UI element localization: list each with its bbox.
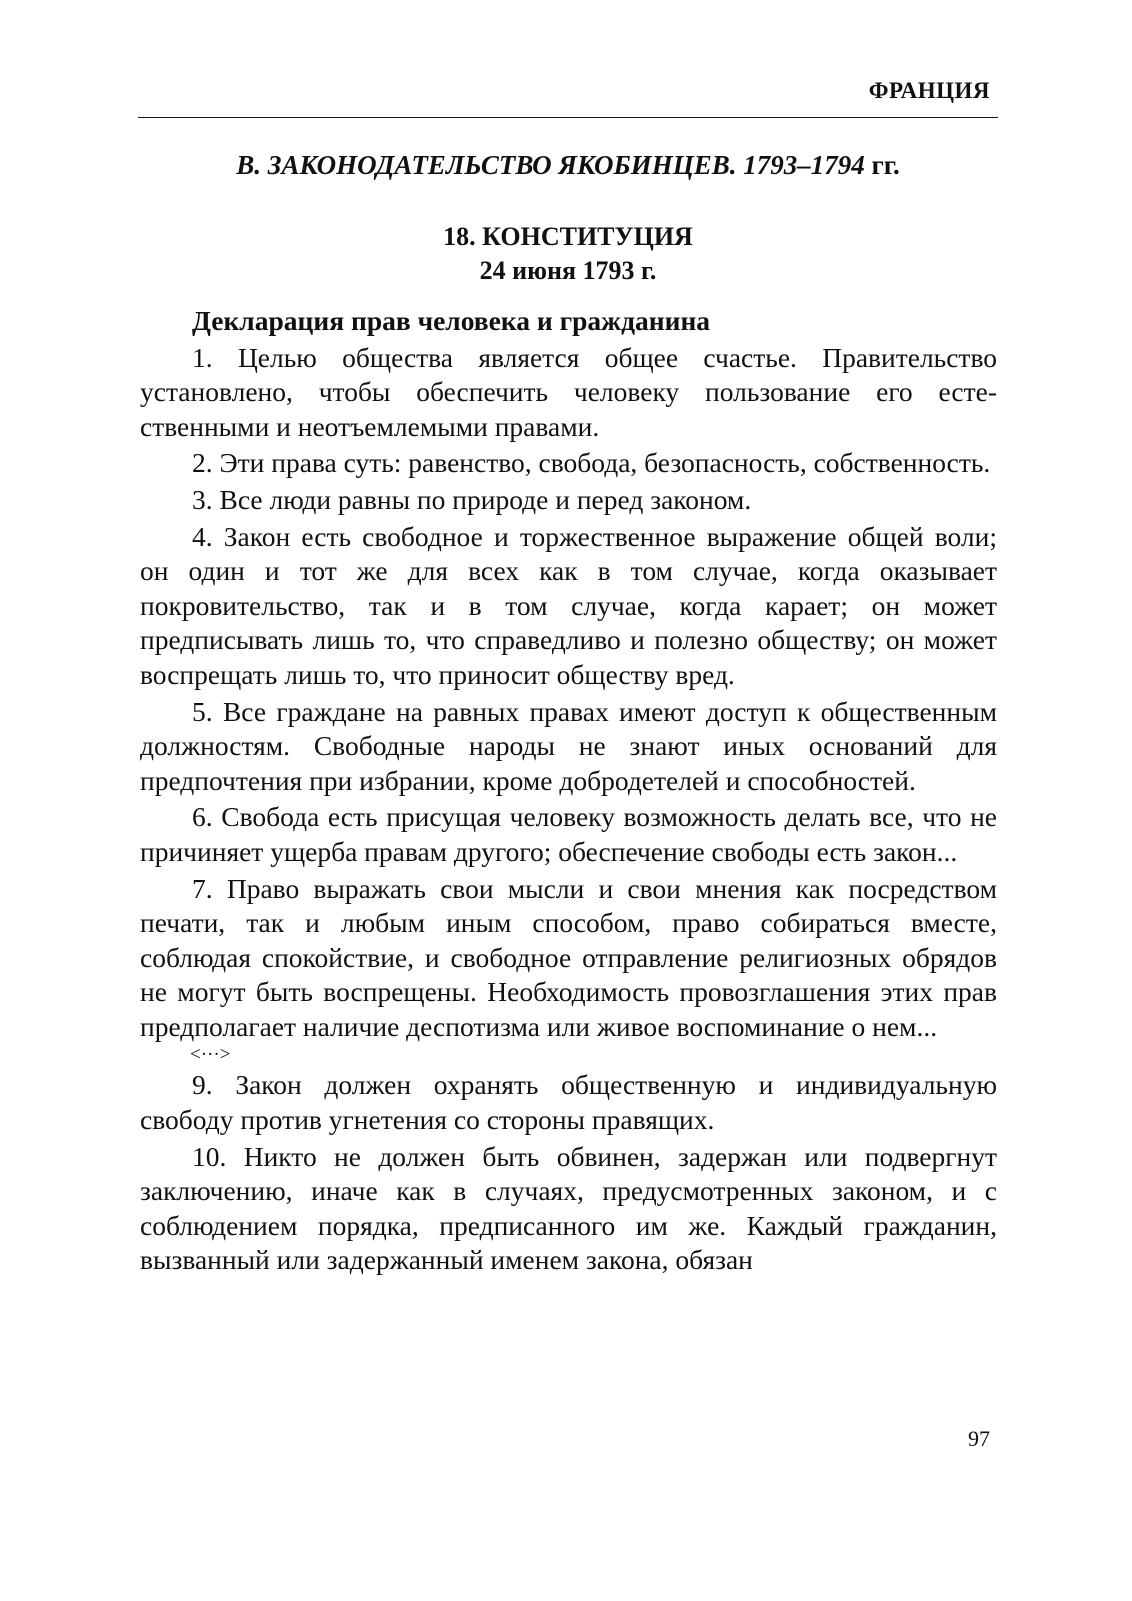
header-rule [138,117,998,118]
body-text [140,304,997,1278]
section-title-suffix: гг. [864,150,900,180]
declaration-heading: Декларация прав человека и гражданина [192,305,711,336]
running-head: ФРАНЦИЯ [868,78,990,103]
article-7: 7. Право выражать свои мысли и свои мнения как посредством печати, так и любым иным способом, право собираться вместе, соблюдая спокойствие, и свободное отправление религиозных обрядов не могут быть воспрещены. Необходимость провозглашения этих прав предполагает наличие деспотизма или живое воспоминание о нем... [140,872,997,1042]
article-9: 9. Закон должен охранять общественную и индивидуальную свободу против угнетения со стороны правящих. [140,1069,997,1136]
article-6: 6. Свобода есть присущая человеку возможность делать все, что не причиняет ущерба правам другого; обеспечение свободы есть закон... [140,801,997,867]
section-title-main: В. ЗАКОНОДАТЕЛЬСТВО ЯКОБИНЦЕВ. 1793–1794 [236,150,865,180]
omission-mark: <···> [190,1044,231,1066]
article-10: 10. Никто не должен быть обвинен, задержан или подвергнут заключению, иначе как в случаях, предусмотренных законом, и с соблюдением порядка, предписанного им же. Каждый гражданин, вызванный или задержанный именем закона, обязан [140,1140,997,1276]
document-title: 18. КОНСТИТУЦИЯ [443,222,693,251]
article-3: 3. Все люди равны по природе и перед законом. [192,483,752,515]
article-2: 2. Эти права суть: равенство, свобода, безопасность, собственность. [192,447,991,479]
document-date: 24 июня 1793 г. [479,256,657,285]
document-title-block [138,220,998,288]
section-title [138,150,998,181]
article-4: 4. Закон есть свободное и торжественное выражение общей воли; он один и тот же для всех как в том случае, когда оказывает покровительство, так и в том случае, когда карает; он может предписывать лишь то, что справедливо и полезно обществу; он может воспрещать лишь то, что приносит обществу вред. [140,520,997,690]
article-1: 1. Целью общества является общее счастье. Правительство установлено, чтобы обеспечить человеку пользование его естественными и неотъемлемыми правами. [140,341,997,442]
article-5: 5. Все граждане на равных правах имеют доступ к общественным должностям. Свободные народы не знают иных оснований для предпочтения при избрании, кроме добродетелей и способностей. [140,695,997,796]
page-number: 97 [968,1426,990,1451]
